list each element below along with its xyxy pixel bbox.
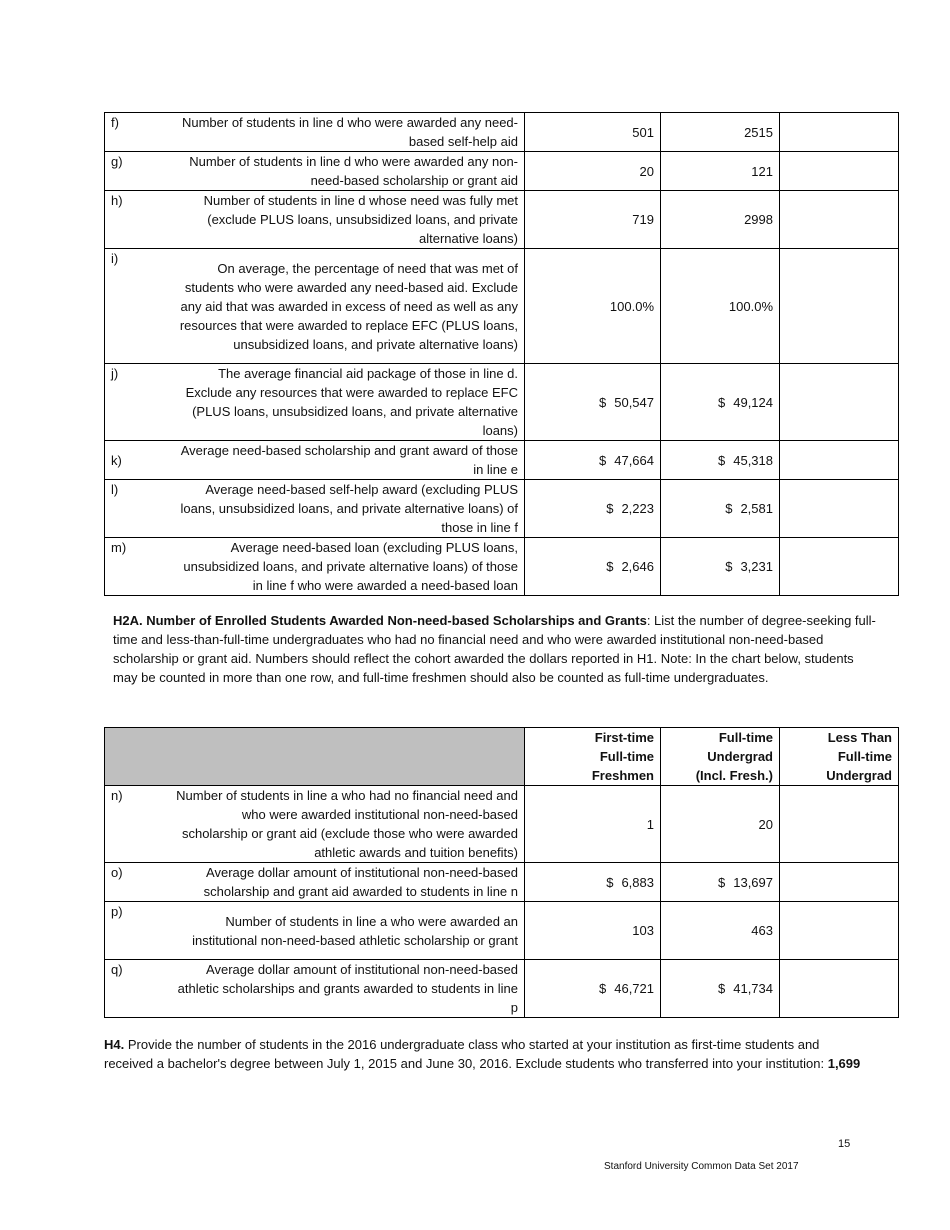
row-description: Number of students in line d who were awarded any non-need-based scholarship or grant aid [167,152,525,191]
section-body: Provide the number of students in the 2016 undergraduate class who started at your institution as first-time students and received a bachelor's degree between July 1, 2015 and June 30, 2016. Exclude students who transferred into your institution: [104,1037,828,1071]
h4-section [104,1035,864,1073]
row-description: Average dollar amount of institutional non-need-based scholarship and grant aid awarded to students in line n [167,863,525,902]
row-label: f) [105,113,168,152]
less-than-full-time-value [780,191,899,249]
row-description: On average, the percentage of need that was met of students who were awarded any need-based aid. Exclude any aid that was awarded in excess of need as well as any resources that were awarded to replace EFC (PLUS loans, unsubsidized loans, and private alternative loans) [167,249,525,364]
full-time-undergrad-value [661,480,780,538]
less-than-full-time-value [780,538,899,596]
first-time-freshmen-value [525,364,661,441]
row-label: g) [105,152,168,191]
row-label: o) [105,863,168,902]
less-than-full-time-value [780,364,899,441]
table-row [105,538,899,596]
full-time-undergrad-value [661,364,780,441]
currency-symbol: $ [718,981,726,996]
row-description: Average need-based loan (excluding PLUS loans, unsubsidized loans, and private alternative loans) of those in line f who were awarded a need-based loan [167,538,525,596]
full-time-undergrad-value [661,441,780,480]
less-than-full-time-value [780,902,899,960]
currency-symbol: $ [725,559,733,574]
table-row [105,902,899,960]
row-description: Number of students in line d whose need was fully met (exclude PLUS loans, unsubsidized loans, and private alternative loans) [167,191,525,249]
currency-symbol: $ [606,501,614,516]
non-need-based-aid-table [104,727,899,1018]
table-row [105,113,899,152]
page-number: 15 [838,1138,851,1150]
amount: 45,318 [733,452,773,468]
section-heading: H4. [104,1037,125,1052]
currency-symbol: $ [606,559,614,574]
header-blank-cell [105,728,525,786]
amount: 3,231 [740,559,773,574]
h2a-section [113,611,878,687]
first-time-freshmen-value [525,538,661,596]
row-label: p) [105,902,168,960]
amount: 41,734 [733,981,773,996]
first-time-freshmen-value [525,863,661,902]
full-time-undergrad-value [661,960,780,1018]
less-than-full-time-value [780,863,899,902]
row-description: Average need-based self-help award (excluding PLUS loans, unsubsidized loans, and private alternative loans) of those in line f [167,480,525,538]
currency-symbol: $ [725,501,733,516]
full-time-undergrad-value: 2515 [661,113,780,152]
column-header-less-than-full-time: Less Than Full-time Undergrad [780,728,899,786]
currency-symbol: $ [718,452,726,468]
table-row [105,152,899,191]
first-time-freshmen-value [525,480,661,538]
table-row [105,786,899,863]
row-description: Number of students in line d who were awarded any need-based self-help aid [167,113,525,152]
row-description: The average financial aid package of those in line d. Exclude any resources that were awarded to replace EFC (PLUS loans, unsubsidized loans, and private alternative loans) [167,364,525,441]
currency-symbol: $ [599,394,607,410]
less-than-full-time-value [780,960,899,1018]
row-description: Number of students in line a who had no financial need and who were awarded institutional non-need-based scholarship or grant aid (exclude those who were awarded athletic awards and tuition benefits) [167,786,525,863]
table-row [105,441,899,480]
full-time-undergrad-value: 463 [661,902,780,960]
amount: 13,697 [733,874,773,890]
column-header-full-time-undergrad: Full-time Undergrad (Incl. Fresh.) [661,728,780,786]
table-row [105,863,899,902]
amount: 2,646 [621,559,654,574]
amount: 46,721 [614,981,654,996]
first-time-freshmen-value: 719 [525,191,661,249]
table-row [105,480,899,538]
row-label: n) [105,786,168,863]
first-time-freshmen-value: 100.0% [525,249,661,364]
full-time-undergrad-value: 2998 [661,191,780,249]
first-time-freshmen-value [525,441,661,480]
table-row [105,249,899,364]
first-time-freshmen-value: 103 [525,902,661,960]
table-row [105,960,899,1018]
less-than-full-time-value [780,113,899,152]
currency-symbol: $ [718,394,726,410]
less-than-full-time-value [780,441,899,480]
amount: 47,664 [614,452,654,468]
amount: 2,581 [740,501,773,516]
row-label: i) [105,249,168,364]
currency-symbol: $ [606,874,614,890]
amount: 6,883 [621,874,654,890]
amount: 49,124 [733,394,773,410]
row-description: Average need-based scholarship and grant award of those in line e [167,441,525,480]
table-row [105,364,899,441]
first-time-freshmen-value [525,960,661,1018]
first-time-freshmen-value: 20 [525,152,661,191]
row-label: l) [105,480,168,538]
row-label: m) [105,538,168,596]
row-label: j) [105,364,168,441]
currency-symbol: $ [718,874,726,890]
full-time-undergrad-value [661,538,780,596]
first-time-freshmen-value: 501 [525,113,661,152]
column-header-first-time-freshmen: First-time Full-time Freshmen [525,728,661,786]
row-label: h) [105,191,168,249]
page-footer: Stanford University Common Data Set 2017 [604,1161,799,1172]
graduate-count-value: 1,699 [827,1056,861,1071]
amount: 50,547 [614,394,654,410]
financial-aid-table [104,112,899,596]
less-than-full-time-value [780,786,899,863]
row-description: Number of students in line a who were awarded an institutional non-need-based athletic scholarship or grant [167,902,525,960]
full-time-undergrad-value: 121 [661,152,780,191]
row-label: q) [105,960,168,1018]
row-label: k) [105,441,168,480]
currency-symbol: $ [599,981,607,996]
amount: 2,223 [621,501,654,516]
table-header-row [105,728,899,786]
currency-symbol: $ [599,452,607,468]
full-time-undergrad-value: 100.0% [661,249,780,364]
full-time-undergrad-value: 20 [661,786,780,863]
section-heading: H2A. Number of Enrolled Students Awarded Non-need-based Scholarships and Grants [113,613,647,628]
less-than-full-time-value [780,480,899,538]
less-than-full-time-value [780,249,899,364]
less-than-full-time-value [780,152,899,191]
row-description: Average dollar amount of institutional non-need-based athletic scholarships and grants awarded to students in line p [167,960,525,1018]
full-time-undergrad-value [661,863,780,902]
first-time-freshmen-value: 1 [525,786,661,863]
section-body: : List the number of degree-seeking full-time and less-than-full-time undergraduates who had no financial need and who were awarded institutional non-need-based scholarship or grant aid. Numbers should reflect the cohort awarded the dollars reported in H1. Note: In the chart below, students may be counted in more than one row, and full-time freshmen should also be counted as full-time undergraduates. [113,613,876,685]
table-row [105,191,899,249]
